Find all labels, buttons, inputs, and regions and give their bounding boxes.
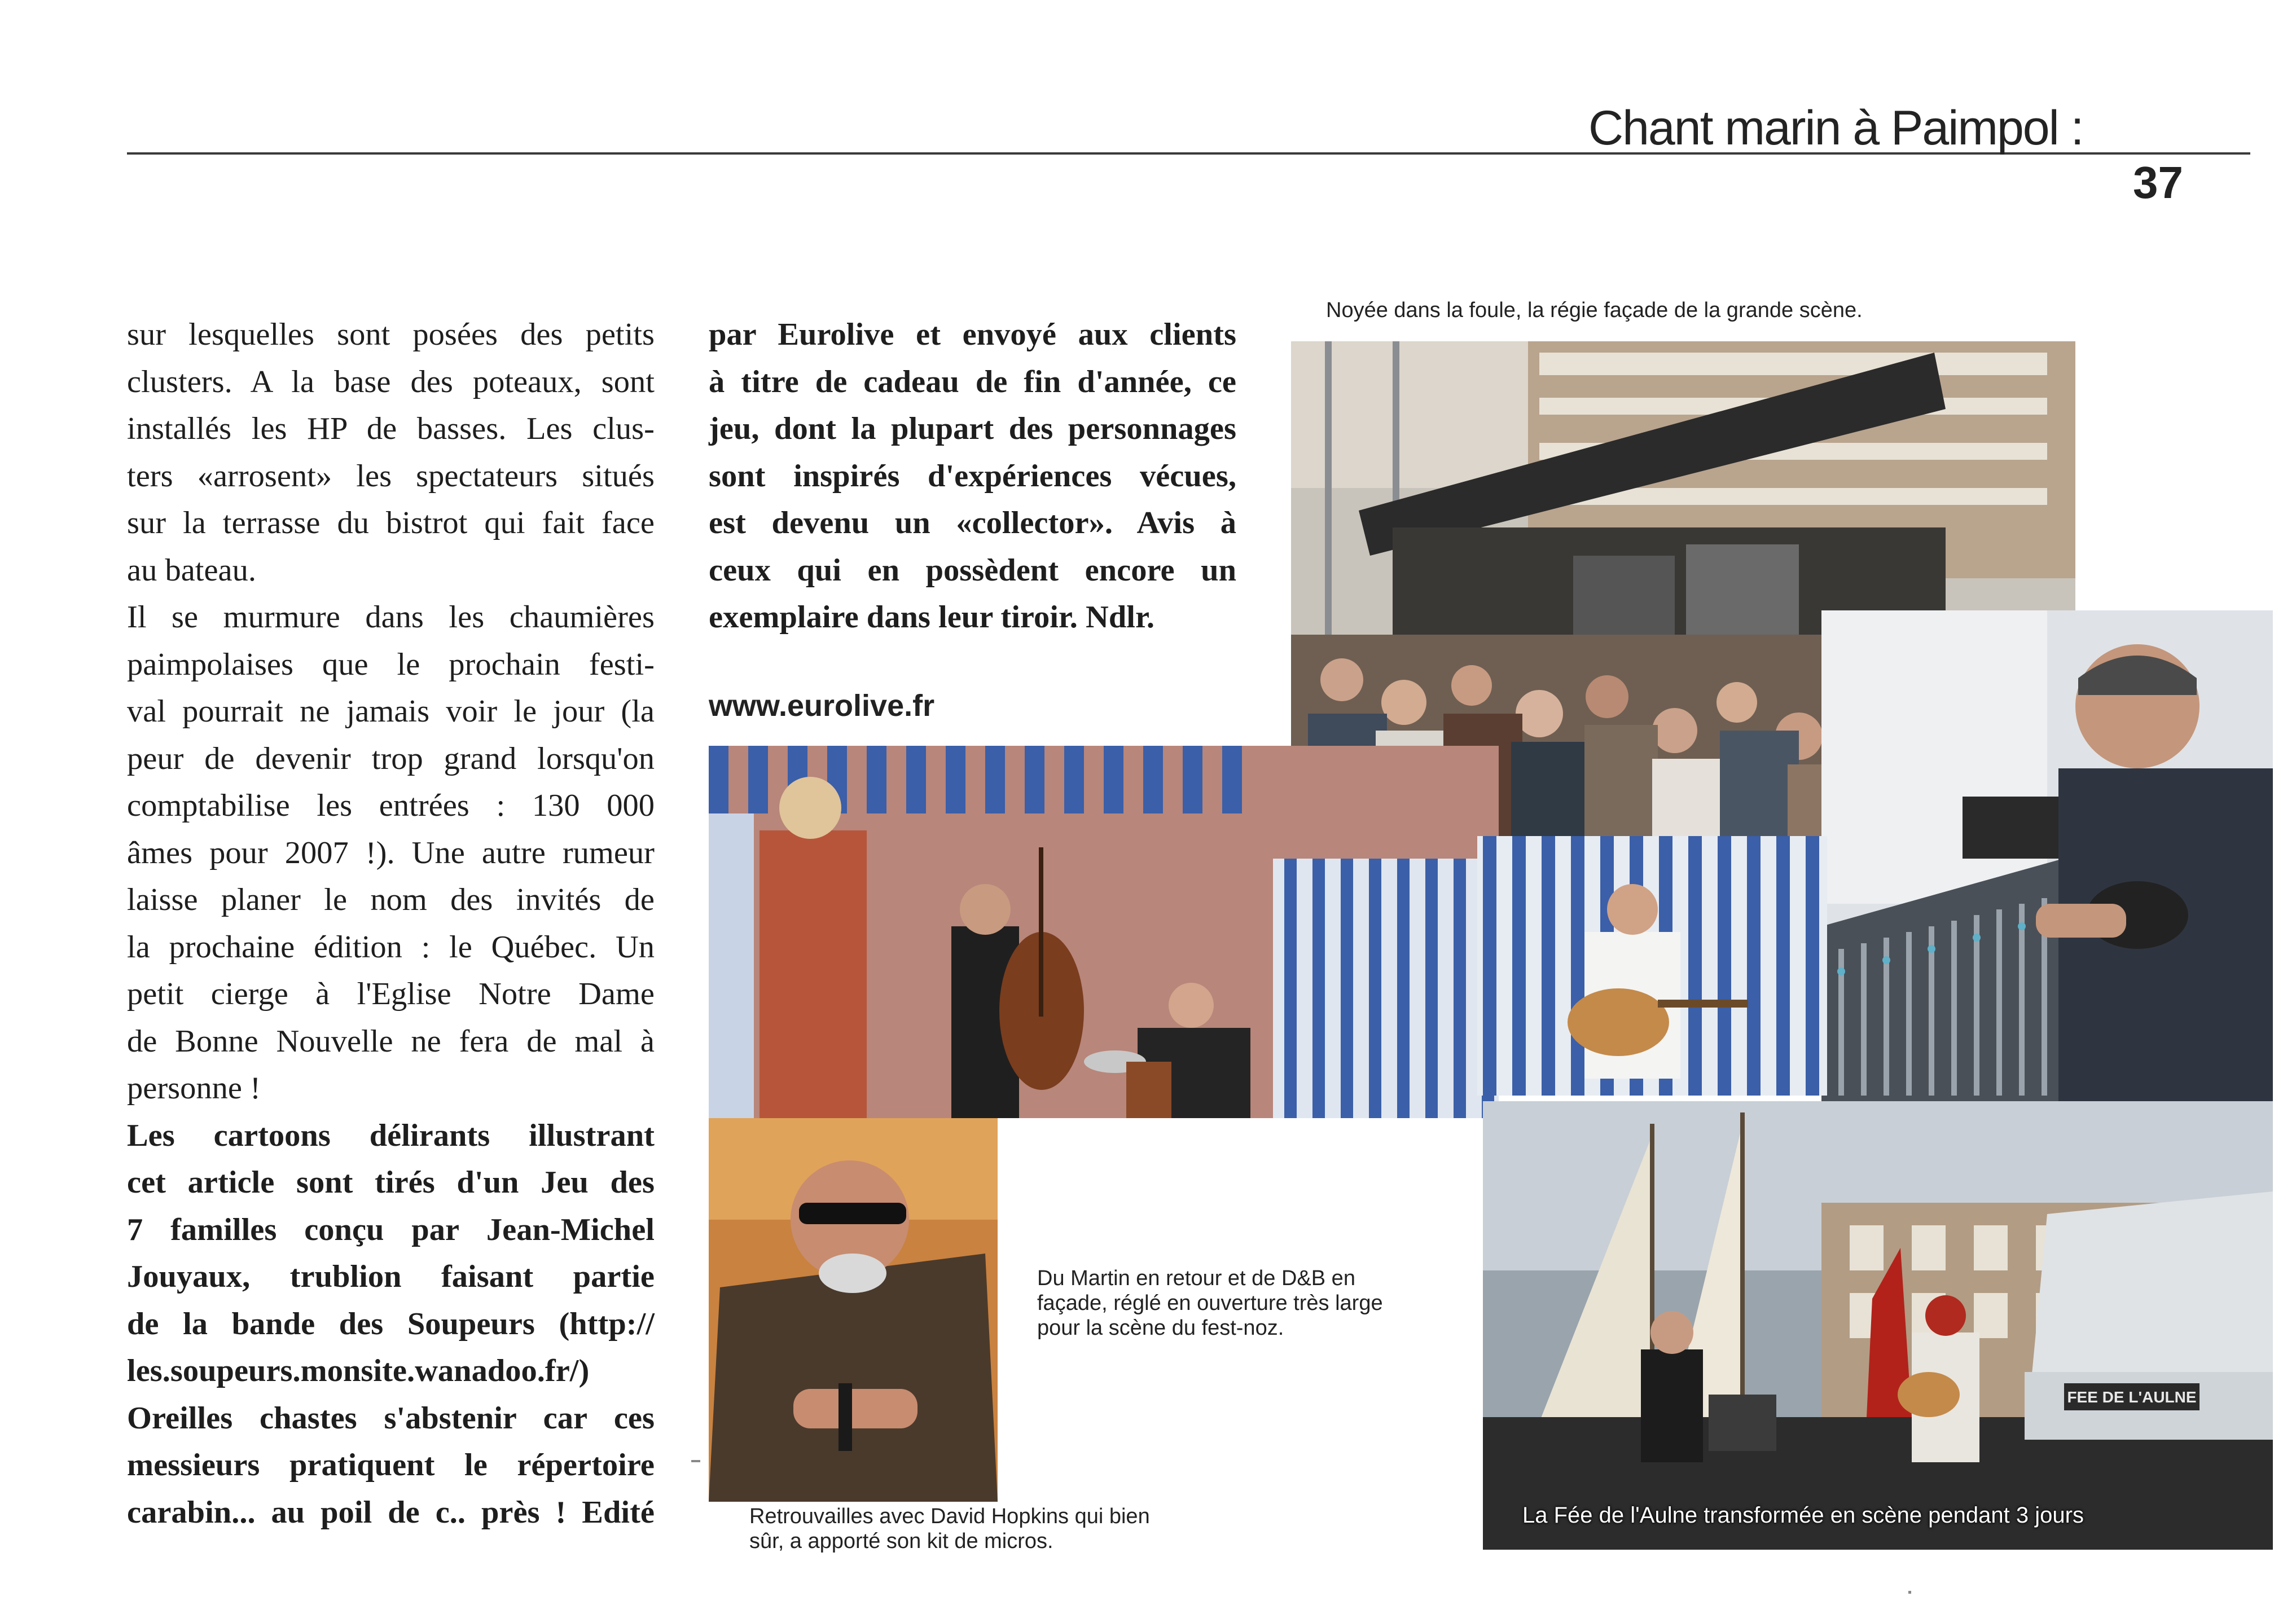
text-line: de la bande des Soupeurs (http:// (127, 1306, 655, 1342)
photo-jazz-stage (709, 746, 1499, 1118)
text-line: 7 familles conçu par Jean-Michel (127, 1212, 655, 1247)
scan-mark (1908, 1591, 1911, 1594)
photo-mixing-console (1821, 610, 2273, 1175)
text-line: carabin... au poil de c.. près ! Edité (127, 1494, 655, 1530)
text-line: Il se murmure dans les chaumières (127, 600, 655, 635)
article-column-2 (709, 311, 1236, 641)
caption-line: pour la scène du fest-noz. (1037, 1316, 1284, 1340)
text-line: ceux qui en possèdent encore un (709, 552, 1236, 588)
text-line: val pourrait ne jamais voir le jour (la (127, 694, 655, 729)
text-line: messieurs pratiquent le répertoire (127, 1448, 655, 1483)
caption-du-martin (1037, 1266, 1383, 1340)
text-line: âmes pour 2007 !). Une autre rumeur (127, 835, 655, 870)
boat-name-text: FEE DE L'AULNE (2067, 1388, 2197, 1406)
text-line: petit cierge à l'Eglise Notre Dame (127, 977, 655, 1012)
website-link[interactable]: www.eurolive.fr (709, 689, 935, 723)
text-line: la prochaine édition : le Québec. Un (127, 929, 655, 965)
photo-fee-de-laulne (1483, 1101, 2273, 1550)
text-line: par Eurolive et envoyé aux clients (709, 317, 1236, 352)
text-line: installés les HP de basses. Les clus- (127, 411, 655, 446)
caption-line: Du Martin en retour et de D&B en (1037, 1266, 1355, 1290)
caption-fee: La Fée de l'Aulne transformée en scène pendant 3 jours (1522, 1503, 2084, 1528)
text-line: jeu, dont la plupart des personnages (709, 411, 1236, 446)
text-line: exemplaire dans leur tiroir. Ndlr. (709, 600, 1154, 635)
text-line: paimpolaises que le prochain festi- (127, 647, 655, 682)
text-line: Oreilles chastes s'abstenir car ces (127, 1400, 655, 1436)
text-line: est devenu un «collector». Avis à (709, 505, 1236, 540)
caption-line: sûr, a apporté son kit de micros. (749, 1529, 1053, 1553)
caption-line: façade, réglé en ouverture très large (1037, 1291, 1383, 1315)
text-line: Les cartoons délirants illustrant (127, 1118, 655, 1153)
section-title: Chant marin à Paimpol : (1588, 101, 2083, 155)
photo-david-hopkins (709, 1118, 998, 1502)
text-line: sur lesquelles sont posées des petits (127, 317, 655, 352)
text-line: de Bonne Nouvelle ne fera de mal à (127, 1023, 655, 1059)
text-line: sur la terrasse du bistrot qui fait face (127, 505, 655, 540)
text-line: sont inspirés d'expériences vécues, (709, 458, 1236, 494)
photo-guitarist (1477, 836, 1827, 1096)
text-line: à titre de cadeau de fin d'année, ce (709, 364, 1236, 399)
text-line: Jouyaux, trublion faisant partie (127, 1259, 655, 1294)
text-line: clusters. A la base des poteaux, sont (127, 364, 655, 399)
caption-hopkins (749, 1504, 1150, 1554)
page-number: 37 (2133, 157, 2183, 208)
text-line: ters «arrosent» les spectateurs situés (127, 458, 655, 494)
text-line: personne ! (127, 1071, 261, 1106)
article-column-1 (127, 311, 655, 1536)
text-line: peur de devenir trop grand lorsqu'on (127, 741, 655, 776)
text-line: les.soupeurs.monsite.wanadoo.fr/) (127, 1353, 590, 1388)
text-line: au bateau. (127, 552, 257, 588)
text-line: laisse planer le nom des invités de (127, 882, 655, 917)
text-line: cet article sont tirés d'un Jeu des (127, 1165, 655, 1200)
caption-crowd: Noyée dans la foule, la régie façade de la grande scène. (1326, 298, 1863, 322)
scan-mark (691, 1460, 700, 1462)
text-line: comptabilise les entrées : 130 000 (127, 788, 655, 823)
caption-line: Retrouvailles avec David Hopkins qui bien (749, 1505, 1150, 1528)
